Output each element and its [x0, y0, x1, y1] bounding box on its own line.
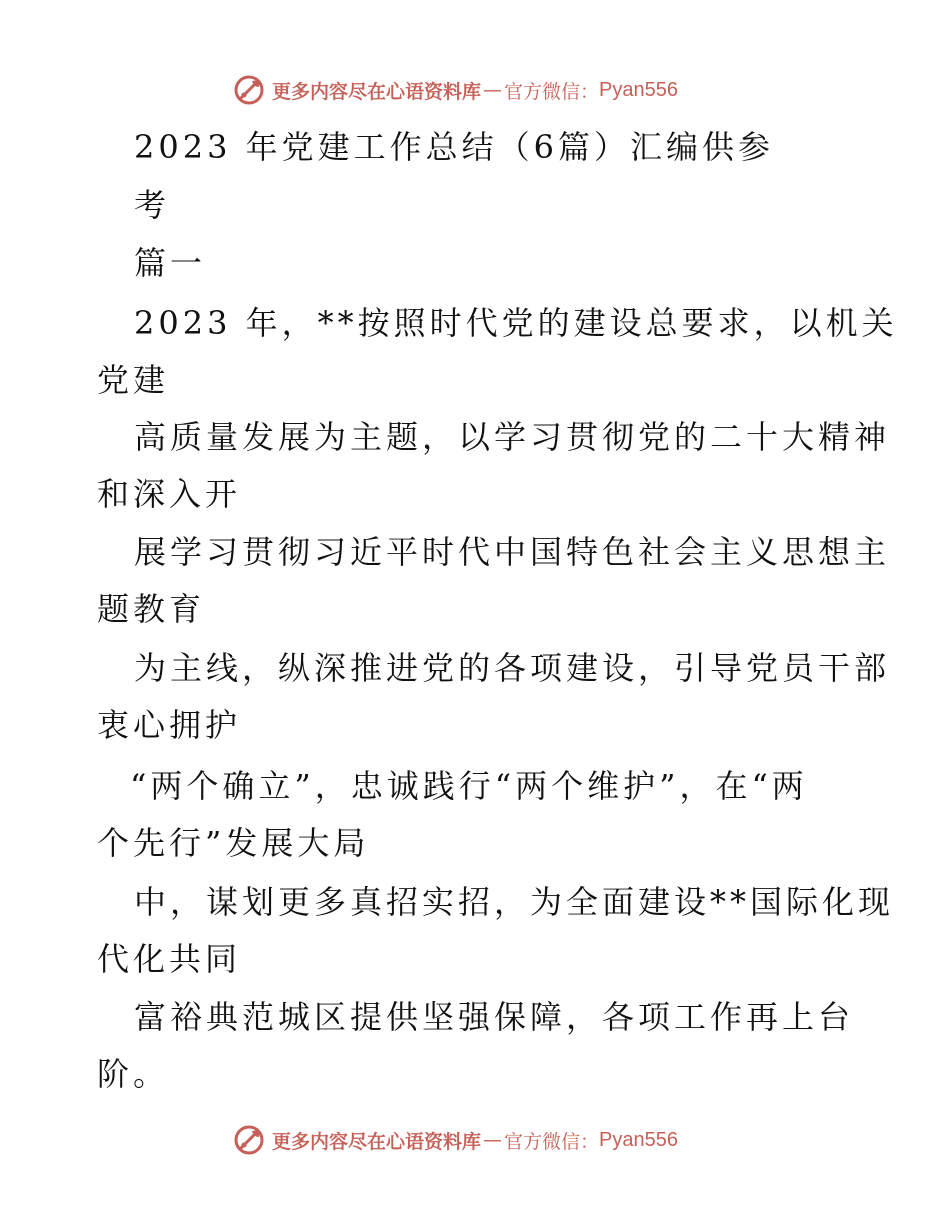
body-line: 个先行”发展大局	[97, 824, 370, 862]
body-line: 展学习贯彻习近平时代中国特色社会主义思想主	[134, 533, 891, 571]
body-line: 阶。	[97, 1055, 170, 1093]
watermark-separator: —	[483, 1129, 503, 1151]
section-heading: 篇一	[134, 244, 207, 282]
footer-watermark	[232, 1120, 678, 1160]
watermark-separator: —	[483, 79, 503, 101]
body-line: 和深入开	[97, 475, 242, 513]
watermark-wechat-label: 官方微信：	[504, 80, 600, 103]
watermark-text: 更多内容尽在心语资料库	[272, 1130, 482, 1153]
body-line: “两个确立”，忠诚践行“两个维护”，在“两	[130, 767, 808, 805]
quill-logo-icon	[232, 73, 266, 107]
body-line: 为主线，纵深推进党的各项建设，引导党员干部	[134, 649, 891, 687]
quill-logo-icon	[232, 1123, 266, 1157]
body-line: 2023 年，**按照时代党的建设总要求，以机关	[134, 304, 898, 342]
watermark-wechat-id: Pyan556	[599, 1128, 678, 1151]
body-line: 中，谋划更多真招实招，为全面建设**国际化现	[134, 883, 895, 921]
header-watermark	[232, 70, 678, 110]
watermark-text: 更多内容尽在心语资料库	[272, 80, 482, 103]
body-line: 衷心拥护	[97, 706, 242, 744]
body-line: 富裕典范城区提供坚强保障，各项工作再上台	[134, 998, 855, 1036]
body-line: 高质量发展为主题，以学习贯彻党的二十大精神	[134, 418, 891, 456]
body-line: 代化共同	[97, 940, 242, 978]
document-title-line-2: 考	[134, 186, 171, 224]
document-title-line-1: 2023 年党建工作总结（6篇）汇编供参	[134, 128, 774, 166]
watermark-wechat-label: 官方微信：	[504, 1130, 600, 1153]
body-line: 题教育	[97, 590, 206, 628]
body-line: 党建	[97, 361, 170, 399]
watermark-wechat-id: Pyan556	[599, 78, 678, 101]
